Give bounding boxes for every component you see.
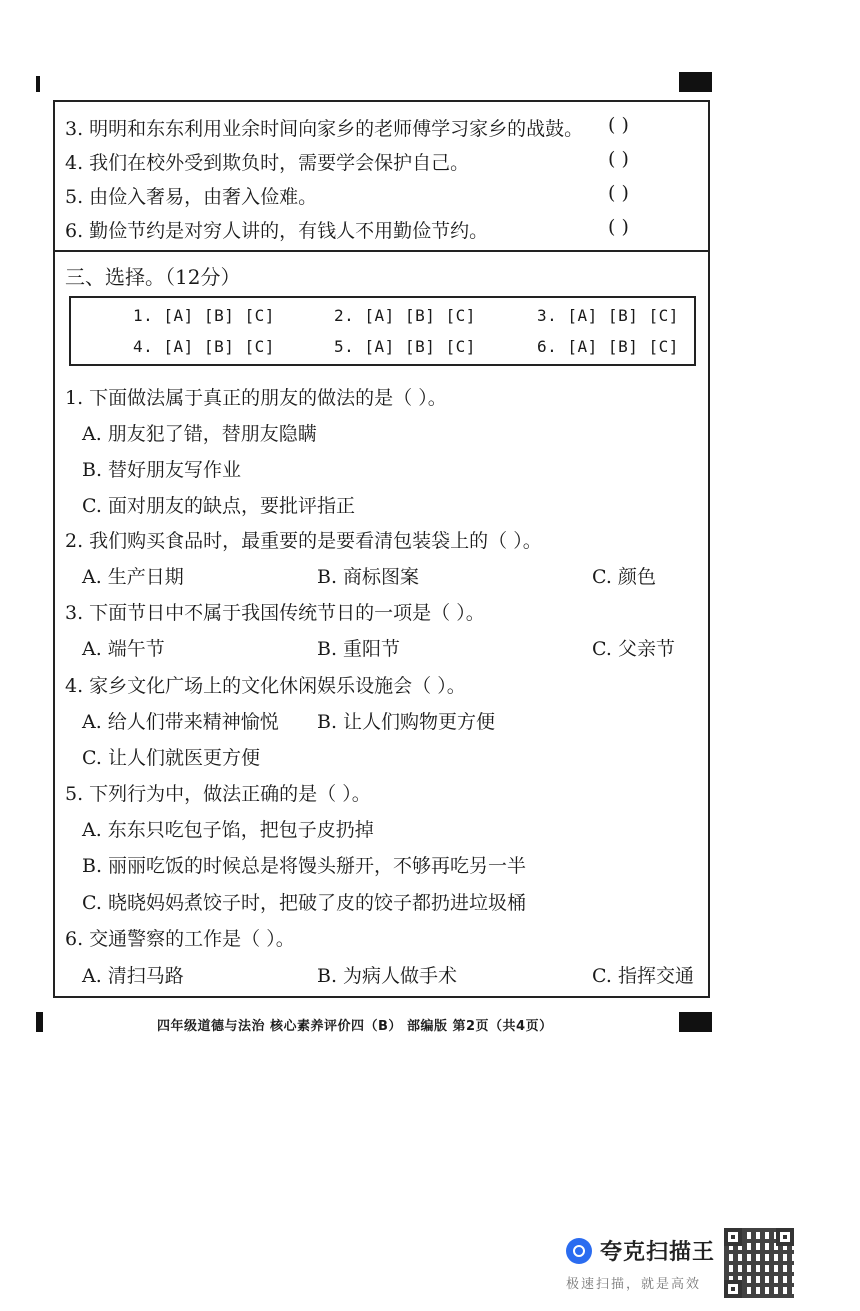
question-stem: 2. 我们购买食品时，最重要的是要看清包装袋上的（ ）。 — [65, 530, 542, 552]
question-option: C. 颜色 — [592, 566, 656, 588]
question-stem: 6. 交通警察的工作是（ ）。 — [65, 928, 295, 950]
page-footer: 四年级道德与法治 核心素养评价四（B） 部编版 第2页（共4页） — [157, 1019, 553, 1034]
question-option: C. 晓晓妈妈煮饺子时，把破了皮的饺子都扔进垃圾桶 — [82, 892, 526, 914]
question-option: C. 面对朋友的缺点，要批评指正 — [82, 495, 355, 517]
question-option: A. 端午节 — [82, 638, 165, 660]
question-option: A. 东东只吃包子馅，把包子皮扔掉 — [82, 819, 374, 841]
answer-sheet-box — [69, 296, 696, 366]
question-option: C. 指挥交通 — [592, 965, 694, 987]
scanner-brand-name: 夸克扫描王 — [600, 1240, 716, 1265]
judge-item: 6. 勤俭节约是对穷人讲的，有钱人不用勤俭节约。 — [65, 220, 489, 242]
question-option: A. 朋友犯了错，替朋友隐瞒 — [82, 423, 317, 445]
question-option: A. 生产日期 — [82, 566, 184, 588]
judge-answer-paren: ( ) — [608, 114, 629, 136]
answer-slot[interactable]: 5. [A] [B] [C] — [334, 337, 476, 356]
question-option: C. 父亲节 — [592, 638, 675, 660]
question-stem: 3. 下面节日中不属于我国传统节日的一项是（ ）。 — [65, 602, 485, 624]
registration-mark-top-right — [679, 72, 712, 92]
judge-item: 5. 由俭入奢易，由奢入俭难。 — [65, 186, 318, 208]
question-option: A. 清扫马路 — [82, 965, 184, 987]
scanner-logo-icon — [566, 1238, 592, 1264]
answer-slot[interactable]: 6. [A] [B] [C] — [537, 337, 679, 356]
question-option: B. 替好朋友写作业 — [82, 459, 242, 481]
judge-answer-paren: ( ) — [608, 148, 629, 170]
question-option: B. 商标图案 — [317, 566, 420, 588]
question-option: A. 给人们带来精神愉悦 — [82, 711, 279, 733]
question-option: B. 让人们购物更方便 — [317, 711, 496, 733]
qr-code-icon — [724, 1228, 794, 1298]
section-title: 三、选择。（12分） — [65, 265, 241, 289]
question-stem: 1. 下面做法属于真正的朋友的做法的是（ ）。 — [65, 387, 447, 409]
scanner-tagline: 极速扫描，就是高效 — [566, 1277, 702, 1292]
registration-mark-bottom-left — [36, 1012, 43, 1032]
answer-slot[interactable]: 3. [A] [B] [C] — [537, 306, 679, 325]
question-stem: 4. 家乡文化广场上的文化休闲娱乐设施会（ ）。 — [65, 675, 466, 697]
question-option: C. 让人们就医更方便 — [82, 747, 260, 769]
answer-slot[interactable]: 1. [A] [B] [C] — [133, 306, 275, 325]
judge-item: 3. 明明和东东利用业余时间向家乡的老师傅学习家乡的战鼓。 — [65, 118, 584, 140]
registration-mark-bottom-right — [679, 1012, 712, 1032]
question-option: B. 为病人做手术 — [317, 965, 458, 987]
answer-slot[interactable]: 2. [A] [B] [C] — [334, 306, 476, 325]
judge-answer-paren: ( ) — [608, 182, 629, 204]
registration-mark-top-left — [36, 76, 40, 92]
question-option: B. 重阳节 — [317, 638, 401, 660]
question-stem: 5. 下列行为中，做法正确的是（ ）。 — [65, 783, 371, 805]
section-divider — [55, 250, 708, 252]
exam-frame — [53, 100, 710, 998]
judge-item: 4. 我们在校外受到欺负时，需要学会保护自己。 — [65, 152, 470, 174]
judge-answer-paren: ( ) — [608, 216, 629, 238]
answer-slot[interactable]: 4. [A] [B] [C] — [133, 337, 275, 356]
question-option: B. 丽丽吃饭的时候总是将馒头掰开，不够再吃另一半 — [82, 855, 527, 877]
